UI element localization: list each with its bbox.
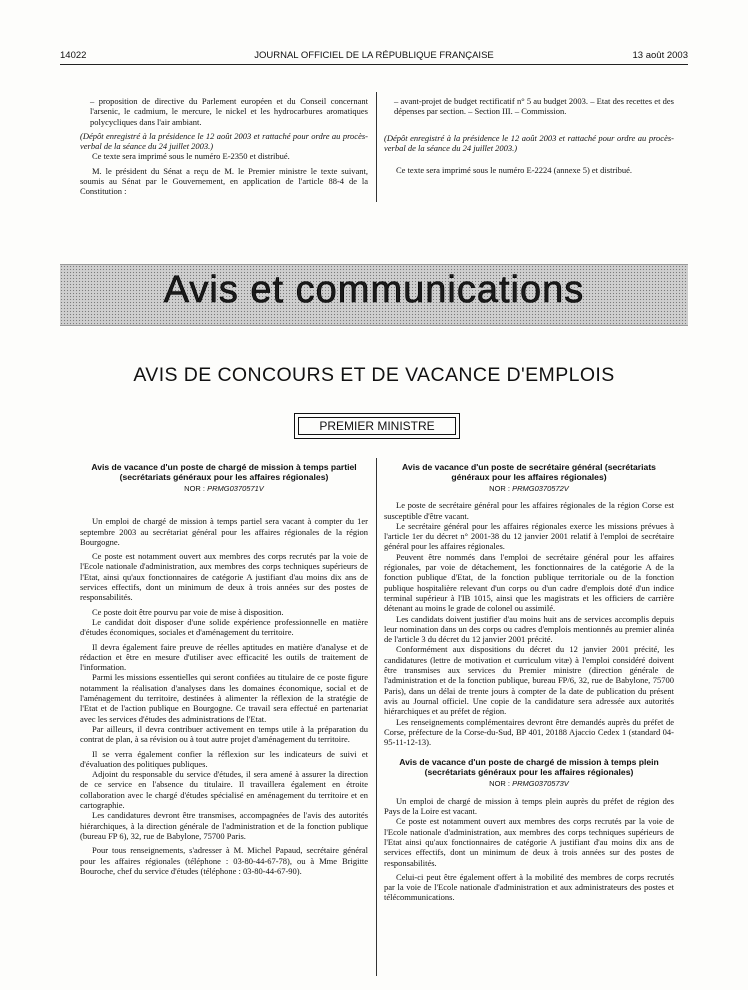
deposit-note: (Dépôt enregistré à la présidence le 12 août 2003 et rattaché pour ordre au procès-verbal de la séance du 24 juillet 2003.) (384, 132, 674, 153)
paragraph: Un emploi de chargé de mission à temps partiel sera vacant à compter du 1er septembre 2003 au secrétariat général pour les affaires régionales de la région Bourgogne. (80, 516, 368, 547)
paragraph: Adjoint du responsable du service d'études, il sera amené à assurer la direction de ce service en l'absence du titulaire. Il travaillera également en étroite collaboration avec le chargé d'études spécialisé en aménagement du territoire et en cartographie. (80, 769, 368, 811)
received-note: M. le président du Sénat a reçu de M. le Premier ministre le texte suivant, soumis au Sénat par le Gouvernement, en application de l'article 88-4 de la Constitution : (80, 165, 368, 197)
budget-item: – avant-projet de budget rectificatif n° 5 au budget 2003. – Etat des recettes et des dépenses par section. – Section III. – Commission. (394, 96, 674, 117)
directive-item: – proposition de directive du Parlement européen et du Conseil concernant l'arsenic, le cadmium, le mercure, le nickel et les hydrocarbures aromatiques polycycliques dans l'air ambiant. (90, 96, 368, 127)
section-banner (60, 264, 688, 326)
paragraph: Celui-ci peut être également offert à la mobilité des membres de corps recrutés par la voie de l'Ecole nationale d'administration et aux administrateurs des postes et télécommunications. (384, 871, 674, 903)
nor-code: PRMG0370572V (512, 484, 569, 493)
paragraph: Les candidats doivent justifier d'au moins huit ans de services accomplis depuis leur nomination dans un des corps ou cadres d'emplois mentionnés au premier alinéa de l'article 3 du décret du 12 janvier 2001 précité. (384, 613, 674, 645)
ad-chargé-mission-plein (384, 757, 674, 902)
page-number: 14022 (60, 50, 87, 61)
nor-label: NOR : (184, 484, 206, 493)
top-left-column (80, 96, 368, 197)
paragraph: Le candidat doit disposer d'une solide expérience professionnelle en matière d'études économiques, sociales et d'aménagement du territoire. (80, 616, 368, 638)
deposit-note: (Dépôt enregistré à la présidence le 12 août 2003 et rattaché pour ordre au procès-verbal de la séance du 24 juillet 2003.) (80, 130, 368, 152)
ad-secrétaire-général (384, 462, 674, 747)
journal-title: JOURNAL OFFICIEL DE LA RÉPUBLIQUE FRANÇAISE (254, 50, 494, 61)
paragraph: Les candidatures devront être transmises, accompagnées de l'avis des autorités hiérarchiques, à la direction générale de l'administration et de la fonction publique (bureau FP 6), 32, rue de Babylone, 75700 Paris. (80, 810, 368, 841)
nor-code: PRMG0370573V (512, 779, 569, 789)
paragraph: Ce poste est notamment ouvert aux membres des corps recrutés par la voie de l'Ecole nationale d'administration, aux membres des corps techniques supérieurs de l'Etat, ainsi qu'aux fonctionnaires de catégorie A justifiant d'au moins dix ans de services effectifs, dont un minimum de deux à trois années sur des postes de responsabilités. (80, 551, 368, 603)
nor-reference (384, 779, 674, 789)
paragraph: Parmi les missions essentielles qui seront confiées au titulaire de ce poste figure notamment la réalisation d'analyses dans les domaines économique, social et de l'aménagement du territoire, destinées à alimenter la réflexion de la stratégie de l'Etat et de l'action publique en Bourgogne. Ce travail sera effectué en partenariat avec les services d'études des administrations de l'Etat. (80, 672, 368, 724)
paragraph: Ce poste est notamment ouvert aux membres des corps recrutés par la voie de l'Ecole nationale d'administration, aux membres des corps techniques supérieurs de l'Etat ainsi qu'aux fonctionnaires de catégorie A justifiant d'au moins dix ans de services effectifs, dont un minimum de deux à trois années sur des postes de responsabilités. (384, 816, 674, 868)
paragraph: Pour tous renseignements, s'adresser à M. Michel Papaud, secrétaire général pour les affaires régionales (téléphone : 03-80-44-67-78), ou à Mme Brigitte Bouroche, chef du service d'études (téléphone : 03-80-44-67-90). (80, 845, 368, 876)
paragraph: Les renseignements complémentaires devront être demandés auprès du préfet de Corse, préfecture de la Corse-du-Sud, BP 401, 20188 Ajaccio Cedex 1 (standard 04-95-11-12-13). (384, 716, 674, 748)
nor-label: NOR : (489, 779, 511, 789)
nor-code: PRMG0370571V (207, 484, 264, 493)
ministry-box (294, 413, 460, 439)
paragraph: Il devra également faire preuve de réelles aptitudes en matière d'analyse et de rédaction et être en mesure d'utiliser avec efficacité les outils de traitement de l'information. (80, 641, 368, 673)
printed-note: Ce texte sera imprimé sous le numéro E-2224 (annexe 5) et distribué. (396, 165, 633, 176)
nor-reference (80, 484, 368, 494)
paragraph: Peuvent être nommés dans l'emploi de secrétaire général pour les affaires régionales, par voie de détachement, les fonctionnaires de la catégorie A de la fonction publique d'Etat, de la fonction publique territoriale ou de la fonction publique hospitalière relevant d'un corps ou d'un cadre d'emplois doté d'un indice terminal supérieur à l'IB 1015, ainsi que les magistrats et les officiers de carrière détenant au moins le grade de colonel ou assimilé. (384, 551, 674, 614)
paragraph: Le secrétaire général pour les affaires régionales exerce les missions prévues à l'article 1er du décret n° 2001-38 du 12 janvier 2001 relatif à l'emploi de secrétaire général pour les affaires régionales. (384, 520, 674, 552)
paragraph: Il se verra également confier la réflexion sur les indicateurs de suivi et d'évaluation des politiques publiques. (80, 748, 368, 769)
ad-chargé-mission-partiel (80, 462, 368, 876)
column-divider (376, 92, 377, 202)
right-column (384, 462, 674, 903)
column-divider (376, 458, 377, 976)
paragraph: Conformément aux dispositions du décret du 12 janvier 2001 précité, les candidatures (lettre de motivation et curriculum vitæ) à l'emploi considéré doivent être transmises aux services du Premier ministre (direction générale de l'administration et de la fonction publique, bureau FP/6, 32, rue de Babylone, 75700 Paris), dans un délai de trente jours à compter de la date de publication du présent avis au Journal officiel. Une copie de la candidature sera adressée aux autorités hiérarchiques et au préfet de région. (384, 644, 674, 717)
top-right-column (384, 96, 674, 175)
ad-title: Avis de vacance d'un poste de secrétaire général (secrétariats généraux pour les affaires régionales) (402, 462, 656, 482)
banner-title: Avis et communications (163, 269, 585, 311)
page-header (60, 48, 688, 65)
paragraph: Ce poste doit être pourvu par voie de mise à disposition. (92, 606, 284, 617)
ministry-label: PREMIER MINISTRE (298, 417, 456, 435)
ad-title: Avis de vacance d'un poste de chargé de mission à temps partiel (secrétariats généraux pour les affaires régionales) (91, 462, 357, 482)
issue-date: 13 août 2003 (632, 50, 688, 61)
nor-reference (384, 484, 674, 494)
printed-note: Ce texte sera imprimé sous le numéro E-2350 et distribué. (92, 151, 290, 162)
paragraph: Par ailleurs, il devra contribuer activement en temps utile à la préparation du contrat de plan, à sa révision ou à tout autre projet d'aménagement du territoire. (80, 723, 368, 745)
section-title: AVIS DE CONCOURS ET DE VACANCE D'EMPLOIS (133, 364, 615, 386)
nor-label: NOR : (489, 484, 511, 493)
paragraph: Un emploi de chargé de mission à temps plein auprès du préfet de région des Pays de la Loire est vacant. (384, 795, 674, 817)
ad-title: Avis de vacance d'un poste de chargé de mission à temps plein (secrétariats généraux pour les affaires régionales) (399, 757, 659, 778)
paragraph: Le poste de secrétaire général pour les affaires régionales de la région Corse est susceptible d'être vacant. (384, 500, 674, 521)
